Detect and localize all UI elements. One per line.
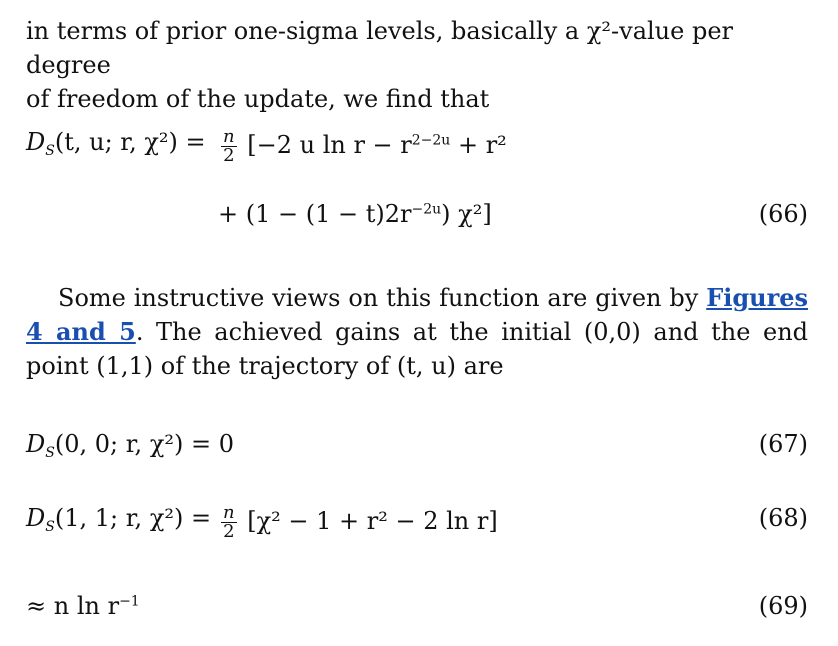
equation-67-body: $D_S(0$, 0; r, χ²) = 0 [26,430,234,461]
discussion-prefix: Some instructive views on this function are given by [58,284,707,312]
equation-66-line-1 [26,118,808,174]
figures-link[interactable]: Figures 4 and 5 [26,283,808,346]
equation-66-rhs-line-1: $\frac{n}{2}$ [−2 u $\ln r - r^{2-2u} + r^2$ [223,126,507,166]
equation-68-rhs: $\frac{n}{2}$ [χ² − 1 + r² − 2 ln r] [223,502,498,542]
equation-66-fraction: $\frac{n}{2}$ [223,126,235,166]
paragraph-discussion [26,281,808,383]
equation-number-67: (67) [758,430,808,458]
equation-66-line-2 [26,190,808,246]
equation-number-69: (69) [758,592,808,620]
equation-68-fraction: $\frac{n}{2}$ [223,502,235,542]
equation-69 [26,582,808,638]
equation-66-rhs-line-2: + $(1 - (1 - t)2r^{-2u})$ χ²] [218,200,492,228]
paragraph-intro [26,14,808,116]
discussion-suffix: . The achieved gains at the initial (0,0) and the end point (1,1) of the trajectory of (t, u) are [26,318,809,380]
equation-69-body: ≈ n $\ln r^{-1}$ [26,592,140,620]
intro-line-1: in terms of prior one-sigma levels, basically a χ²-value per degree [26,17,734,79]
equation-67 [26,420,808,476]
equation-68-lhs: $D_S(1$, 1; r, χ²) = [26,504,212,535]
equation-number-66: (66) [758,200,808,228]
equation-number-68: (68) [758,504,808,532]
intro-line-2: of freedom of the update, we find that [26,85,490,113]
equation-66-lhs: $D_S(t$, u; r, χ²) = [26,128,206,159]
equation-68 [26,494,808,550]
